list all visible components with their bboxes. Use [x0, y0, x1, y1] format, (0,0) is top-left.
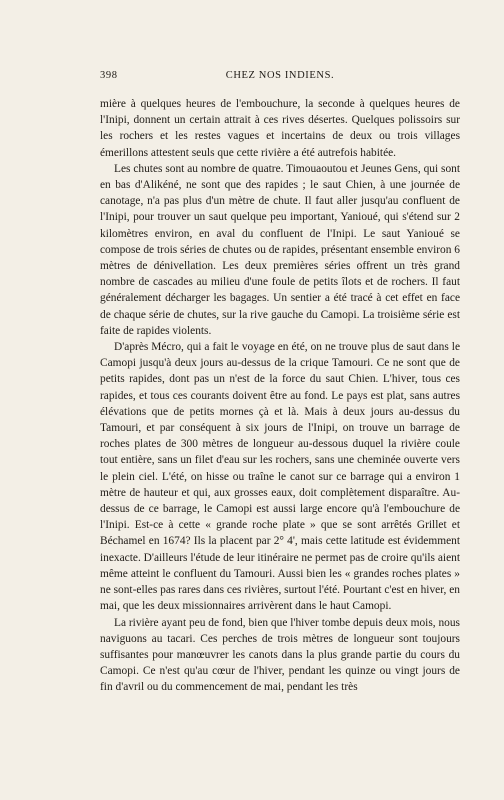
page-number: 398 [100, 70, 118, 81]
body-text [100, 96, 460, 696]
paragraph: Les chutes sont au nombre de quatre. Timouaoutou et Jeunes Gens, qui sont en bas d'Alikéné, ne sont que des rapides ; le saut Chien, à une journée de canotage, n'a pas plus d'un mètre de chute. Il faut aller jusqu'au confluent de l'Inipi, pour trouver un saut quelque peu important, Yanioué, qui s'étend sur 2 kilomètres environ, en aval du confluent de l'Inipi. Le saut Yanioué se compose de trois séries de chutes ou de rapides, présentant ensemble environ 6 mètres de dénivellation. Les deux premières séries offrent un très grand nombre de cascades au milieu d'une foule de petits îlots et de rochers. Il faut généralement décharger les bagages. Un sentier a été tracé à cet effet en face de chaque série de chutes, sur la rive gauche du Camopi. La troisième série est faite de rapides violents. [100, 162, 460, 337]
running-title: CHEZ NOS INDIENS. [225, 70, 335, 81]
paragraph: La rivière ayant peu de fond, bien que l'hiver tombe depuis deux mois, nous naviguons au tacari. Ces perches de trois mètres de longueur sont toujours suffisantes pour manœuvrer les canots dans la plus grande partie du cours du Camopi. Ce n'est qu'au cœur de l'hiver, pendant les quinze ou vingt jours de fin d'avril ou du commencement de mai, pendant les très [100, 616, 460, 694]
paragraph: D'après Mécro, qui a fait le voyage en été, on ne trouve plus de saut dans le Camopi jusqu'à deux jours au-dessus de la crique Tamouri. Ce ne sont que de petits rapides, dont pas un n'est de la force du saut Chien. L'hiver, tous ces rapides, et tous ces courants doivent être au fond. Le pays est plat, sans autres élévations que de petits mornes çà et là. Mais à deux jours au-dessus du Tamouri, et par conséquent à six jours de l'Inipi, on trouve un barrage de roches plates de 300 mètres de longueur au-dessous duquel la rivière coule tout entière, sans un filet d'eau sur les rochers, sans une cheminée ouverte vers le plein ciel. L'été, on hisse ou traîne le canot sur ce barrage qui a environ 1 mètre de hauteur et qui, aux grosses eaux, doit complètement disparaître. Au-dessus de ce barrage, le Camopi est aussi large encore qu'à l'embouchure de l'Inipi. Est-ce à cette « grande roche plate » que se sont arrêtés Grillet et Béchamel en 1674? Ils la placent par 2° 4', mais cette latitude est évidemment inexacte. D'ailleurs l'étude de leur itinéraire ne permet pas de croire qu'ils aient même atteint le confluent du Tamouri. Aussi bien les « grandes roches plates » ne sont-elles pas rares dans ces rivières, surtout l'été. Pourtant c'est en hiver, en mai, que les deux missionnaires arrivèrent dans le haut Camopi. [100, 341, 460, 613]
paragraph: mière à quelques heures de l'embouchure, la seconde à quelques heures de l'Inipi, donnent un certain attrait à ces rives désertes. Quelques polissoirs sur les rochers et les restes vagues et incertains de deux ou trois villages émerillons attestent seuls que cette rivière a été autrefois habitée. [100, 98, 460, 159]
running-head [100, 70, 460, 90]
